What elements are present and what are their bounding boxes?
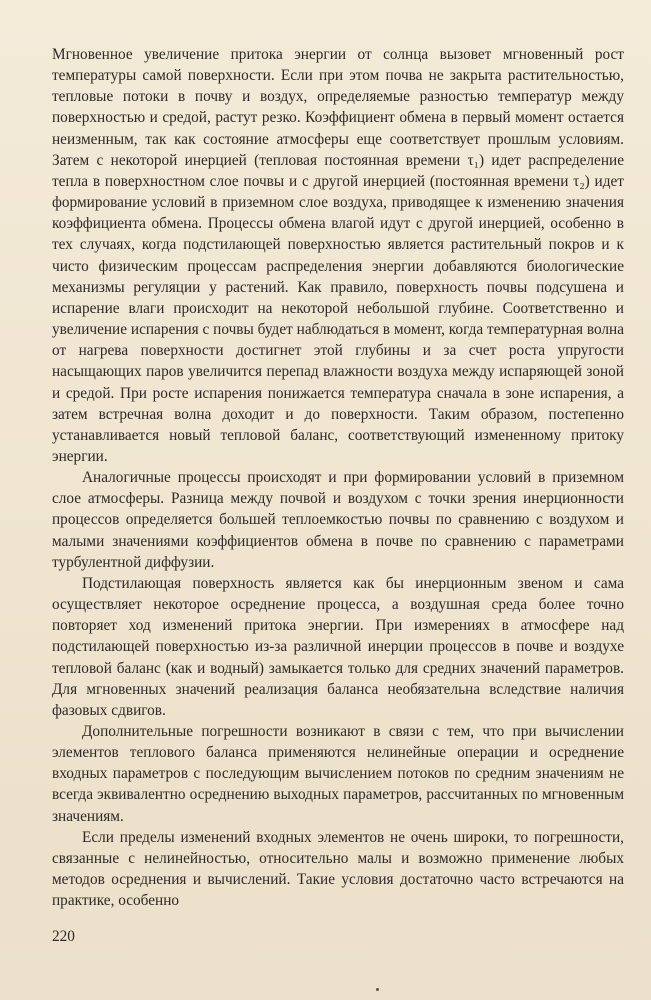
paragraph-4: Дополнительные погрешности возникают в связи с тем, что при вычислении элементов теплового баланса применяются нелинейные операции и осреднение входных параметров с последующим вычислением потоков по средним значениям не всегда эквивалентно осреднению выходных параметров, рассчитанных по мгновенным значениям. (52, 723, 624, 825)
page-body (52, 44, 624, 911)
paragraph-3: Подстилающая поверхность является как бы инерционным звеном и сама осуществляет некоторое осреднение процесса, а воздушная среда более точно повторяет ход изменений притока энергии. При измерениях в атмосфере над подстилающей поверхностью из-за различной инерции процессов в почве и воздухе тепловой баланс (как и водный) замыкается только для средних значений параметров. Для мгновенных значений реализация баланса необязательна вследствие наличия фазовых сдвигов. (52, 574, 624, 719)
paragraph-5: Если пределы изменений входных элементов не очень широки, то погрешности, связанные с нелинейностью, относительно малы и возможно применение любых методов осреднения и вычислений. Такие условия достаточно часто встречаются на практике, особенно (52, 828, 624, 910)
paragraph-1: Мгновенное увеличение притока энергии от солнца вызовет мгновенный рост температуры самой поверхности. Если при этом почва не закрыта растительностью, тепловые потоки в почву и воздух, определяемые разностью температур между поверхностью и средой, растут резко. Коэффициент обмена в первый момент остается неизменным, так как состояние атмосферы еще соответствует прошлым условиям. Затем с некоторой инерцией (тепловая постоянная времени τ₁) идет распределение тепла в поверхностном слое почвы и с другой инерцией (постоянная времени τ₂) идет формирование условий в приземном слое воздуха, приводящее к изменению значения коэффициента обмена. Процессы обмена влагой идут с другой инерцией, особенно в тех случаях, когда подстилающей поверхностью является растительный покров и к чисто физическим процессам распределения энергии добавляются биологические механизмы регуляции у растений. Как правило, поверхность почвы подсушена и испарение влаги происходит на некоторой небольшой глубине. Соответственно и увеличение испарения с почвы будет наблюдаться в момент, когда температурная волна от нагрева поверхности достигнет этой глубины и за счет роста упругости насыщающих паров увеличится перепад влажности воздуха между испаряющей зоной и средой. При росте испарения понижается температура сначала в зоне испарения, а затем встречная волна доходит и до поверхности. Таким образом, постепенно устанавливается новый тепловой баланс, соответствующий измененному притоку энергии. (52, 46, 624, 465)
paper-speck (376, 988, 379, 991)
paragraph-2: Аналогичные процессы происходят и при формировании условий в приземном слое атмосферы. Разница между почвой и воздухом с точки зрения инерционности процессов определяется большей теплоемкостью почвы по сравнению с воздухом и малыми значениями коэффициентов обмена в почве по сравнению с параметрами турбулентной диффузии. (52, 469, 624, 571)
page-number: 220 (52, 928, 75, 945)
